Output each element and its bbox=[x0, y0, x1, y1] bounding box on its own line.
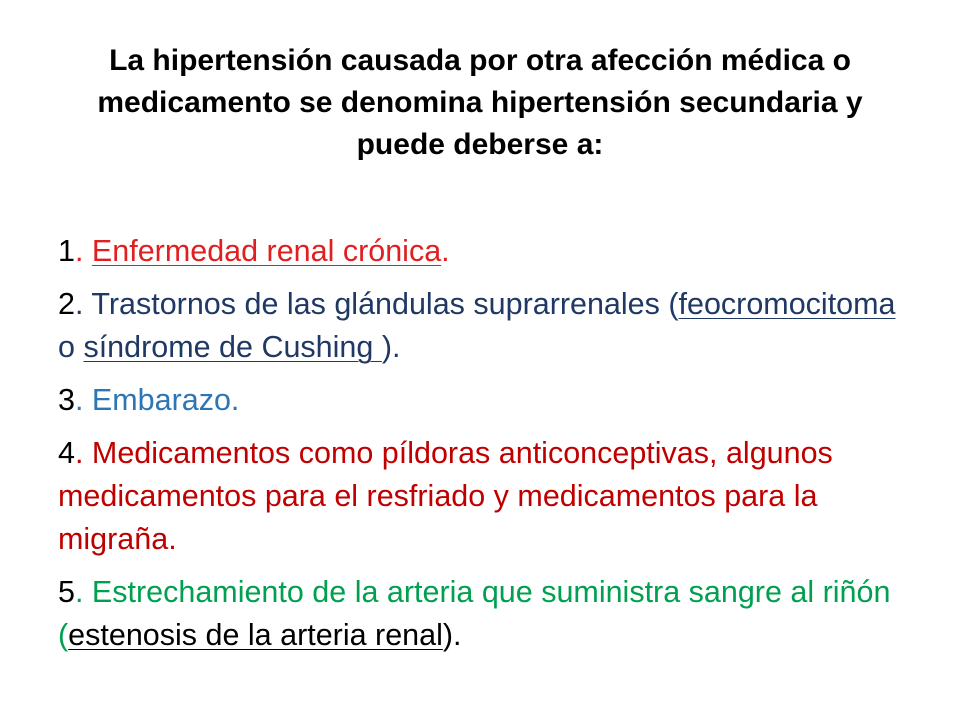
item-number: 1 bbox=[58, 234, 75, 268]
item-separator: . bbox=[74, 234, 92, 268]
list-item-2 bbox=[58, 283, 918, 369]
item-1-link[interactable]: Enfermedad renal crónica bbox=[91, 234, 442, 268]
item-number: 4 bbox=[58, 436, 75, 470]
item-separator: . bbox=[74, 436, 92, 470]
feocromocitoma-link[interactable]: feocromocitoma bbox=[678, 287, 896, 321]
item-5-text: Estrechamiento de la arteria que suministra sangre al riñón bbox=[91, 575, 891, 609]
list-item-5 bbox=[58, 571, 918, 657]
item-3-text: Embarazo. bbox=[91, 383, 240, 417]
item-2-close: ). bbox=[381, 330, 401, 364]
cause-list bbox=[58, 230, 918, 667]
item-separator: . bbox=[74, 287, 92, 321]
item-1-end: . bbox=[441, 234, 450, 268]
item-number: 5 bbox=[58, 575, 75, 609]
item-5-open: ( bbox=[58, 618, 69, 652]
item-separator: . bbox=[74, 383, 92, 417]
item-2-text: Trastornos de las glándulas suprarrenales bbox=[91, 287, 660, 321]
item-4-text: Medicamentos como píldoras anticonceptivas, algunos medicamentos para el resfriado y medicamentos para la migraña. bbox=[58, 436, 833, 556]
item-5-close: ). bbox=[442, 618, 462, 652]
cushing-link[interactable]: síndrome de Cushing bbox=[83, 330, 382, 364]
item-separator: . bbox=[74, 575, 92, 609]
list-item-1 bbox=[58, 230, 918, 273]
list-item-4 bbox=[58, 432, 918, 561]
item-number: 3 bbox=[58, 383, 75, 417]
item-2-mid: o bbox=[58, 330, 84, 364]
estenosis-link[interactable]: estenosis de la arteria renal bbox=[68, 618, 443, 652]
item-2-open: ( bbox=[659, 287, 679, 321]
slide-title: La hipertensión causada por otra afección médica o medicamento se denomina hipertensión secundaria y puede deberse a: bbox=[97, 44, 863, 161]
list-item-3 bbox=[58, 379, 918, 422]
item-number: 2 bbox=[58, 287, 75, 321]
